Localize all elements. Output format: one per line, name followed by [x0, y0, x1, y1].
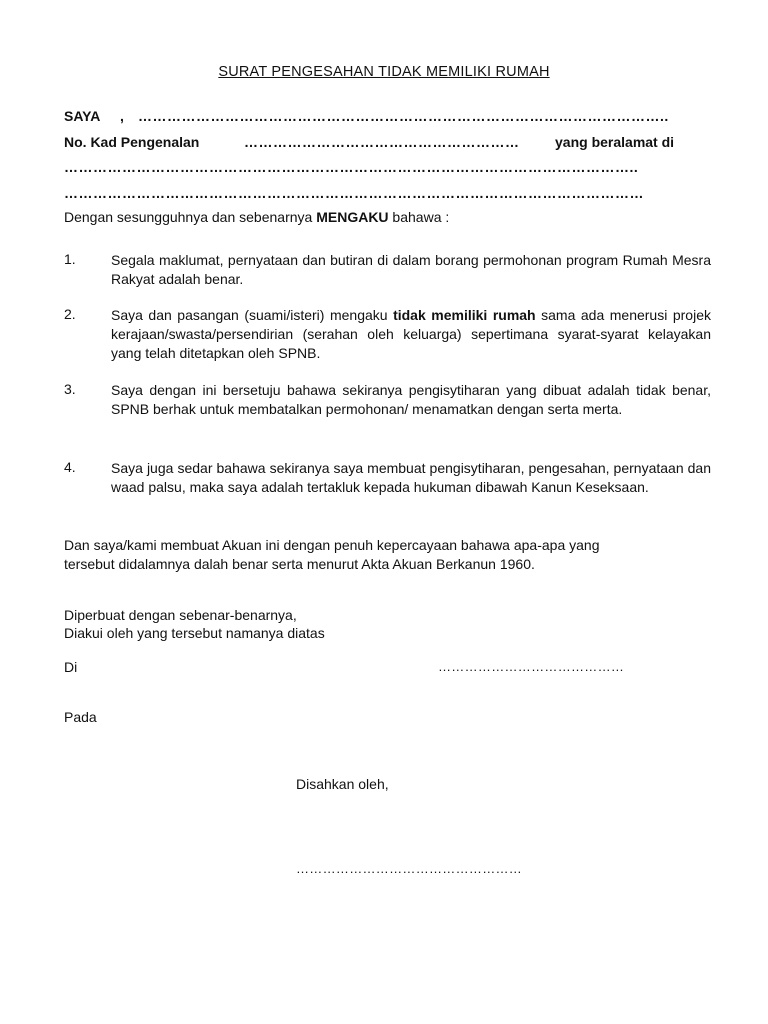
item-2-suffix: sama ada menerusi projek kerajaan/swasta/persendirian (serahan oleh keluarga) sepertimana syarat-syarat kelayakan yang telah ditetapkan oleh SPNB. [111, 307, 711, 361]
item-number-2: 2. [64, 306, 76, 322]
declaration-suffix: bahawa : [388, 209, 450, 225]
at-label: Di [64, 659, 78, 675]
acknowledged-line: Diakui oleh yang tersebut namanya diatas [64, 625, 325, 641]
item-number-4: 4. [64, 459, 76, 475]
address-label: yang beralamat di [555, 134, 675, 150]
ic-blank-field[interactable]: ………………………………………………… [244, 134, 520, 150]
verifier-blank-field[interactable]: …………………………………………… [296, 861, 523, 876]
item-2-prefix: Saya dan pasangan (suami/isteri) mengaku [111, 307, 394, 323]
declaration-line [64, 209, 449, 225]
address-blank-field-1[interactable]: ……………………………………………………………………………………………………….. [64, 159, 639, 175]
date-label: Pada [64, 709, 97, 725]
name-blank-field[interactable]: ……………………………………………………………………………………………….. [138, 108, 669, 124]
item-text-2 [111, 306, 711, 363]
verified-by-label: Disahkan oleh, [296, 776, 389, 792]
item-number-3: 3. [64, 381, 76, 397]
item-text-3: Saya dengan ini bersetuju bahawa sekiranya pengisytiharan yang dibuat adalah tidak benar, SPNB berhak untuk membatalkan permohonan/ menamatkan dengan serta merta. [111, 382, 711, 417]
saya-comma: , [120, 108, 124, 124]
declaration-prefix: Dengan sesungguhnya dan sebenarnya [64, 209, 317, 225]
address-blank-field-2[interactable]: ………………………………………………………………………………………………………… [64, 185, 644, 201]
item-number-1: 1. [64, 251, 76, 267]
closing-line-1: Dan saya/kami membuat Akuan ini dengan penuh kepercayaan bahawa apa-apa yang [64, 537, 600, 553]
item-2-emphasis: tidak memiliki rumah [393, 307, 536, 323]
ic-label: No. Kad Pengenalan [64, 134, 200, 150]
item-text-1: Segala maklumat, pernyataan dan butiran di dalam borang permohonan program Rumah Mesra Rakyat adalah benar. [111, 252, 711, 287]
saya-label: SAYA [64, 108, 101, 124]
signature-blank-field[interactable]: …………………………………… [438, 659, 625, 674]
item-text-4: Saya juga sedar bahawa sekiranya saya membuat pengisytiharan, pengesahan, pernyataan dan waad palsu, maka saya adalah tertakluk kepada hukuman dibawah Kanun Keseksaan. [111, 460, 711, 495]
made-line: Diperbuat dengan sebenar-benarnya, [64, 607, 297, 623]
declaration-emphasis: MENGAKU [316, 209, 389, 225]
document-title: SURAT PENGESAHAN TIDAK MEMILIKI RUMAH [218, 64, 550, 80]
closing-line-2: tersebut didalamnya dalah benar serta menurut Akta Akuan Berkanun 1960. [64, 556, 535, 572]
